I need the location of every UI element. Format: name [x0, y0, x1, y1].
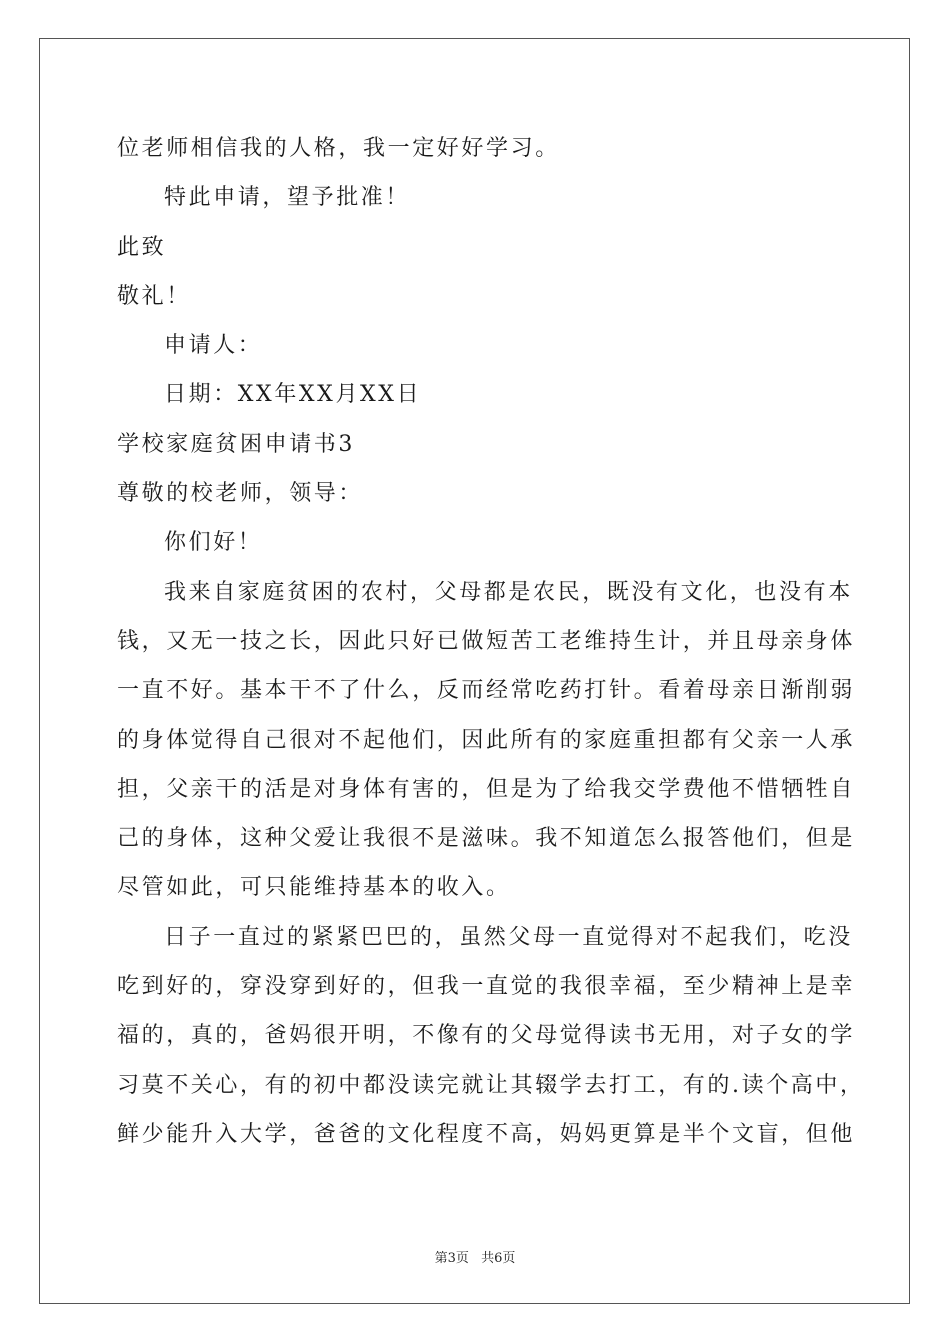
page-number: 第3页: [434, 1251, 469, 1266]
text-line: 位老师相信我的人格，我一定好好学习。: [117, 136, 560, 161]
text-line: 福的，真的，爸妈很开明，不像有的父母觉得读书无用，对子女的学: [117, 1023, 856, 1049]
text-line: 尊敬的校老师，领导：: [117, 481, 364, 507]
text-line: 敬礼！: [117, 283, 191, 309]
text-line: 你们好！: [164, 530, 263, 556]
text-line: 日期：XX年XX月XX日: [164, 382, 422, 408]
text-line: 己的身体，这种父爱让我很不是滋味。我不知道怎么报答他们，但是: [117, 826, 856, 852]
text-line: 我来自家庭贫困的农村，父母都是农民，既没有文化，也没有本: [164, 579, 853, 605]
text-line: 担，父亲干的活是对身体有害的，但是为了给我交学费他不惜牺牲自: [117, 776, 856, 802]
text-line: 鲜少能升入大学，爸爸的文化程度不高，妈妈更算是半个文盲，但他: [117, 1121, 856, 1147]
text-line: 此致: [117, 234, 167, 260]
text-line: 申请人：: [164, 333, 263, 359]
text-line: 一直不好。基本干不了什么，反而经常吃药打针。看着母亲日渐削弱: [117, 678, 856, 704]
text-line: 日子一直过的紧紧巴巴的，虽然父母一直觉得对不起我们，吃没: [164, 924, 853, 950]
text-line: 钱，又无一技之长，因此只好已做短苦工老维持生计，并且母亲身体: [117, 628, 856, 654]
section-title: 学校家庭贫困申请书3: [117, 431, 355, 457]
text-line: 习莫不关心，有的初中都没读完就让其辍学去打工，有的.读个高中，: [117, 1072, 865, 1098]
page-total: 共6页: [481, 1251, 516, 1266]
text-line: 吃到好的，穿没穿到好的，但我一直觉的我很幸福，至少精神上是幸: [117, 974, 856, 1000]
page-footer: [0, 1247, 950, 1266]
text-line: 特此申请，望予批准！: [164, 185, 411, 211]
text-line: 尽管如此，可只能维持基本的收入。: [117, 875, 511, 901]
document-body: [117, 124, 865, 1159]
text-line: 的身体觉得自己很对不起他们，因此所有的家庭重担都有父亲一人承: [117, 727, 856, 753]
